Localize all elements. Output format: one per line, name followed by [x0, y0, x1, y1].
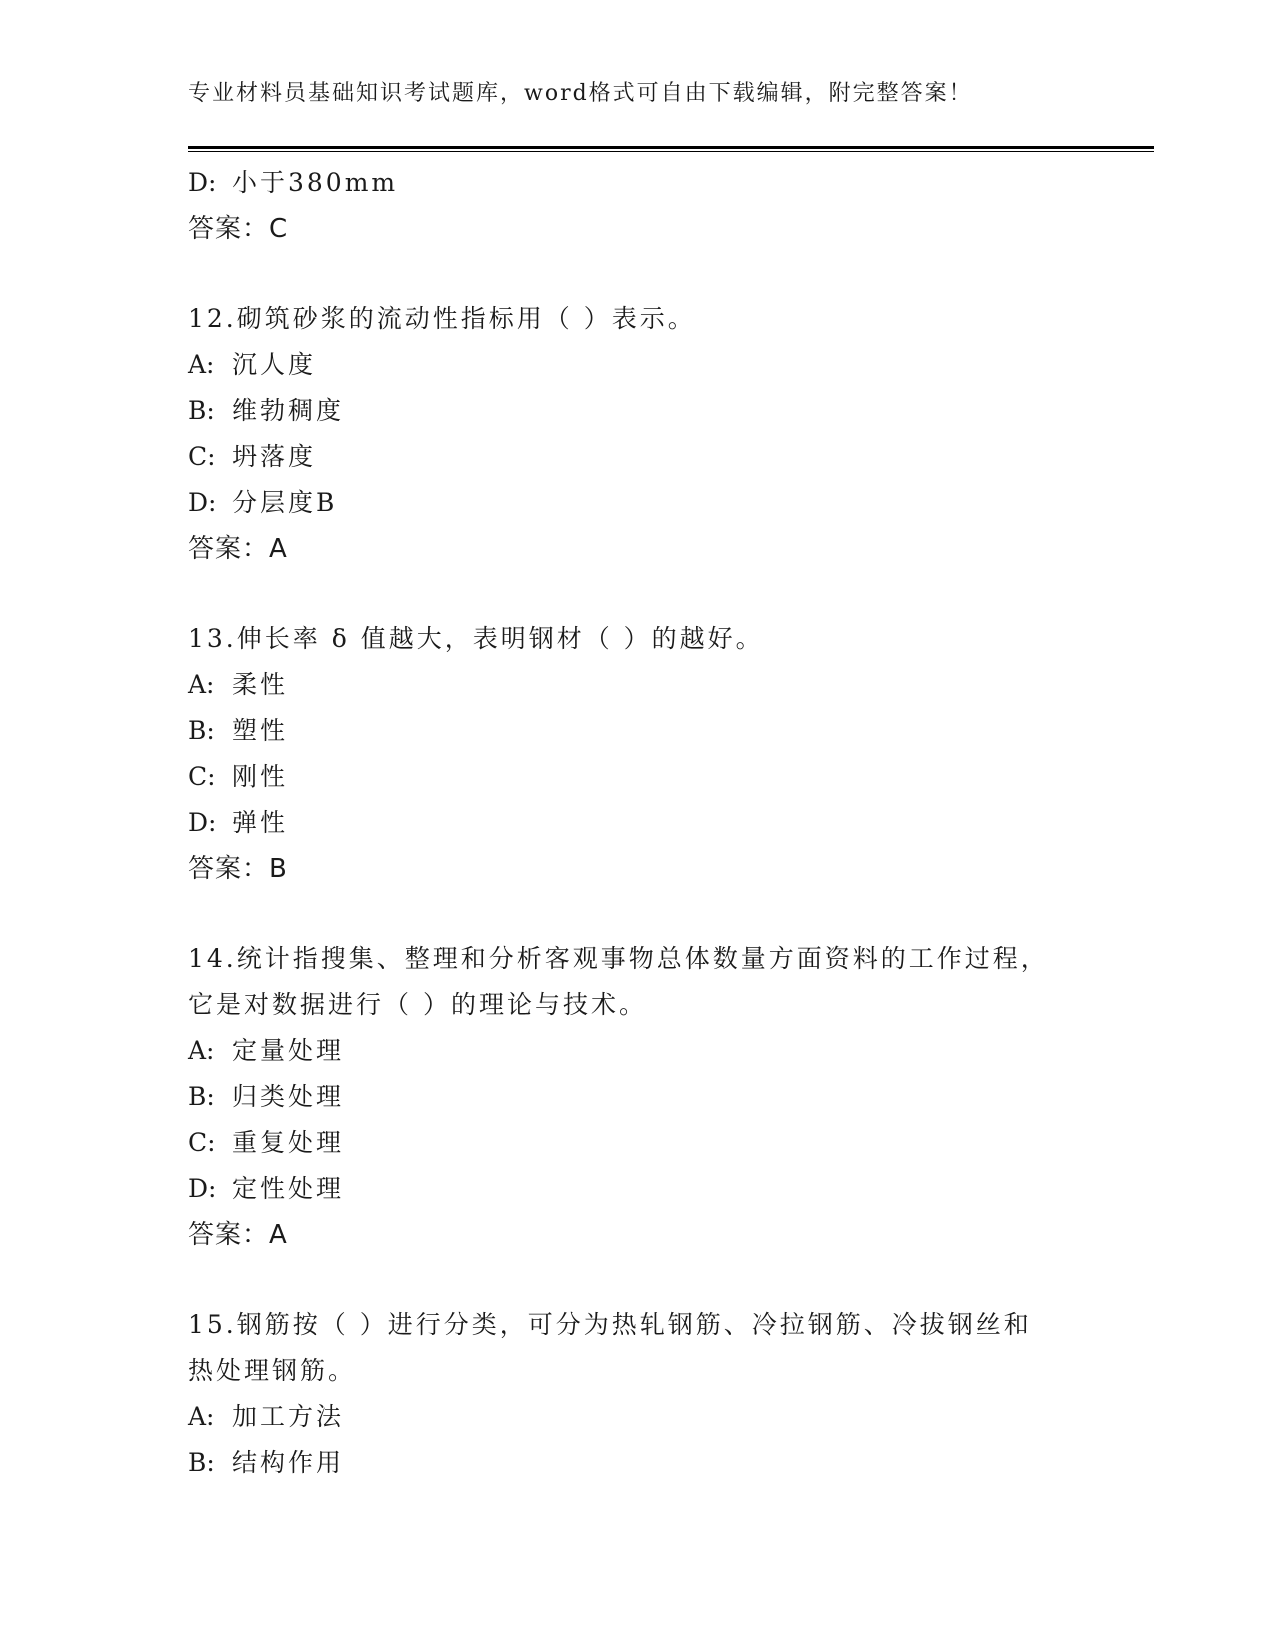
option-c [188, 754, 1068, 800]
question-14 [188, 936, 1068, 1258]
option-letter: A: [188, 670, 215, 699]
option-letter: B: [188, 1082, 215, 1111]
question-list [188, 160, 1068, 1486]
option-letter: C: [188, 442, 216, 471]
answer-line: 答案：A [188, 1220, 288, 1250]
option-a [188, 1394, 1068, 1440]
option-text: 结构作用 [232, 1448, 345, 1477]
option-text: 坍落度 [232, 442, 317, 471]
option-d [188, 1166, 1068, 1212]
option-b [188, 388, 1068, 434]
option-text: 弹性 [232, 808, 289, 837]
question-12 [188, 296, 1068, 572]
option-text: 分层度B [232, 488, 338, 517]
spacer [188, 1258, 1068, 1302]
option-d [188, 480, 1068, 526]
option-b [188, 1440, 1068, 1486]
option-text: 维勃稠度 [232, 396, 345, 425]
option-text: 重复处理 [232, 1128, 345, 1157]
spacer [188, 572, 1068, 616]
option-letter: B: [188, 396, 215, 425]
option-row [188, 160, 1068, 206]
option-text: 归类处理 [232, 1082, 345, 1111]
option-c [188, 1120, 1068, 1166]
option-letter: A: [188, 1036, 215, 1065]
option-letter: C: [188, 762, 216, 791]
option-letter: A: [188, 1402, 215, 1431]
option-text: 沉人度 [232, 350, 317, 379]
spacer [188, 892, 1068, 936]
option-letter: D: [188, 488, 217, 517]
option-letter: D: [188, 1174, 217, 1203]
option-b [188, 1074, 1068, 1120]
header-rule-thick [188, 146, 1154, 149]
option-d [188, 800, 1068, 846]
option-b [188, 708, 1068, 754]
option-text: 小于380mm [232, 168, 399, 197]
question-stem: 13.伸长率 δ 值越大，表明钢材（ ）的越好。 [188, 624, 764, 653]
question-stem: 12.砌筑砂浆的流动性指标用（ ）表示。 [188, 304, 696, 333]
prev-question [188, 160, 1068, 252]
option-letter: B: [188, 1448, 215, 1477]
option-a [188, 1028, 1068, 1074]
answer-line: 答案：A [188, 534, 288, 564]
header-rule-thin [188, 151, 1154, 152]
option-a [188, 662, 1068, 708]
option-text: 塑性 [232, 716, 289, 745]
option-text: 加工方法 [232, 1402, 345, 1431]
answer-line: 答案：C [188, 214, 289, 244]
option-a [188, 342, 1068, 388]
option-text: 刚性 [232, 762, 289, 791]
option-letter: B: [188, 716, 215, 745]
option-letter: A: [188, 350, 215, 379]
option-text: 柔性 [232, 670, 289, 699]
question-stem: 14.统计指搜集、整理和分析客观事物总体数量方面资料的工作过程， [188, 944, 1049, 973]
question-stem: 15.钢筋按（ ）进行分类，可分为热轧钢筋、冷拉钢筋、冷拔钢丝和 [188, 1310, 1032, 1339]
question-13 [188, 616, 1068, 892]
question-15 [188, 1302, 1068, 1486]
question-stem: 它是对数据进行（ ）的理论与技术。 [188, 990, 647, 1019]
option-letter: D: [188, 168, 217, 197]
page-header: 专业材料员基础知识考试题库，word格式可自由下载编辑，附完整答案！ [188, 81, 973, 106]
option-letter: D: [188, 808, 217, 837]
option-text: 定性处理 [232, 1174, 345, 1203]
option-text: 定量处理 [232, 1036, 345, 1065]
question-stem: 热处理钢筋。 [188, 1356, 357, 1385]
option-letter: C: [188, 1128, 216, 1157]
answer-line: 答案：B [188, 854, 288, 884]
spacer [188, 252, 1068, 296]
option-c [188, 434, 1068, 480]
